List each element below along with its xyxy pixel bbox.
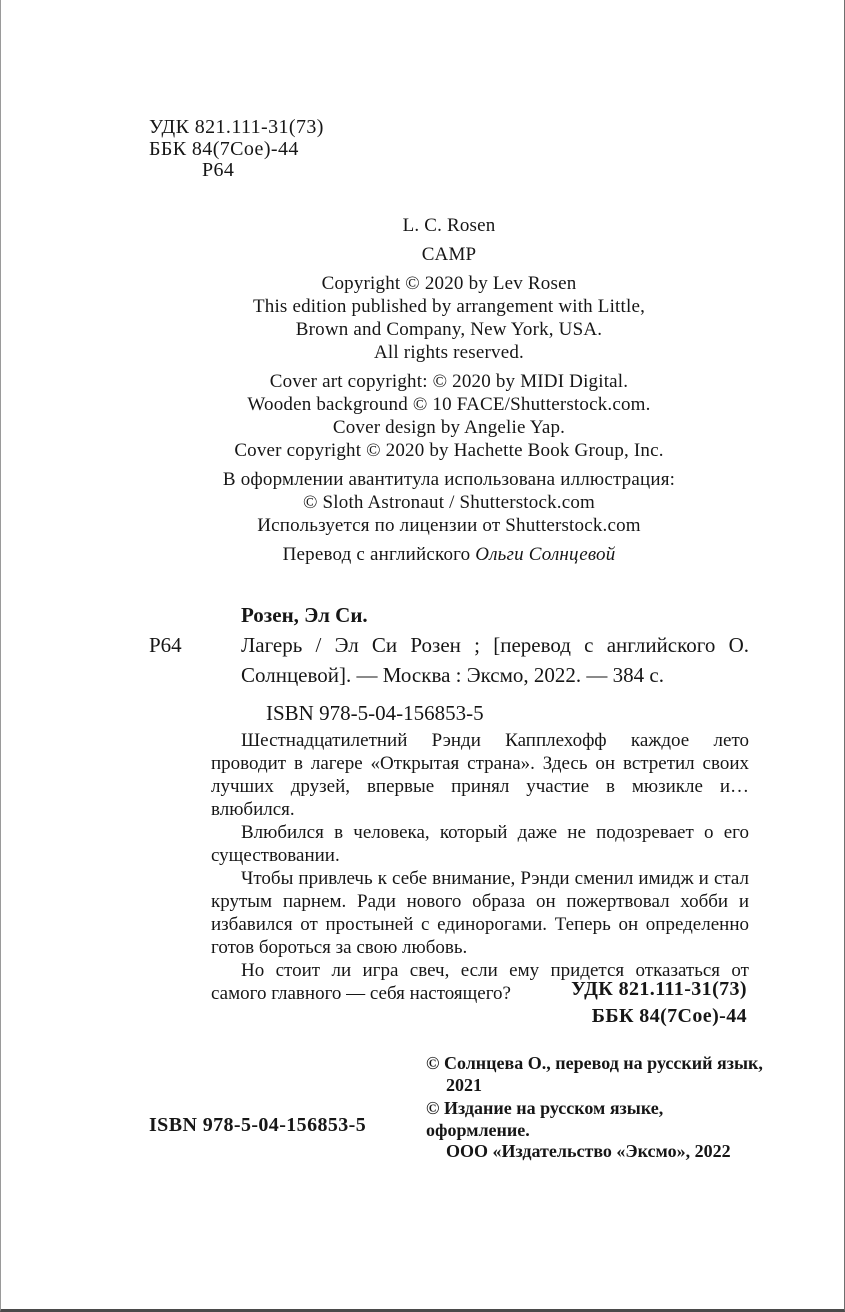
- copyright-line: Wooden background © 10 FACE/Shutterstock.com.: [247, 394, 651, 415]
- annotation-paragraph: Чтобы привлечь к себе внимание, Рэнди сменил имидж и стал крутым парнем. Ради нового образа он пожертвовал хобби и избавился от простыней с единорогами. Теперь он определенно готов бороться за свою любовь.: [211, 868, 749, 958]
- annotation-paragraph: Шестнадцатилетний Рэнди Капплехофф каждое лето проводит в лагере «Открытая страна». Здесь он встретил своих лучших друзей, впервые принял участие в мюзикле и… влюбился.: [211, 730, 749, 820]
- copyright-line: Brown and Company, New York, USA.: [295, 319, 603, 340]
- udk-code-top: УДК 821.111-31(73): [149, 116, 324, 138]
- catalog-author: Розен, Эл Си.: [241, 603, 368, 627]
- copyright-line: Cover art copyright: © 2020 by MIDI Digital.: [269, 371, 629, 392]
- translator-name: Ольги Солнцевой: [475, 544, 616, 565]
- copyright-line: Copyright © 2020 by Lev Rosen: [321, 273, 577, 294]
- imprint-publisher-line: ООО «Издательство «Эксмо», 2022: [446, 1141, 731, 1161]
- udk-code-bottom: УДК 821.111-31(73): [571, 978, 747, 1000]
- translation-credit-prefix: Перевод с английского: [282, 544, 476, 565]
- catalog-isbn: ISBN 978-5-04-156853-5: [266, 701, 484, 725]
- imprint-translator-copyright: © Солнцева О., перевод на русский язык,: [426, 1053, 763, 1073]
- bbk-code-bottom: ББК 84(7Сое)-44: [591, 1005, 747, 1027]
- imprint-translator-copyright-year: 2021: [446, 1074, 482, 1095]
- copyright-line: CAMP: [421, 244, 477, 265]
- bbk-code-top: ББК 84(7Сое)-44: [149, 137, 299, 160]
- copyright-block: [149, 214, 749, 566]
- annotation-paragraph: Влюбился в человека, который даже не подозревает о его существовании.: [211, 822, 749, 866]
- catalog-entry-text: Лагерь / Эл Си Розен ; [перевод с английского О. Солнцевой]. — Москва : Эксмо, 2022. — 384 с.: [241, 633, 749, 687]
- author-sign-code: Р64: [202, 159, 235, 181]
- copyright-line: All rights reserved.: [374, 342, 524, 363]
- imprint-copyrights: [426, 1053, 766, 1163]
- copyright-line: Cover copyright © 2020 by Hachette Book Group, Inc.: [234, 440, 664, 461]
- imprint-edition-copyright: © Издание на русском языке, оформление.: [426, 1098, 664, 1140]
- copyright-line: © Sloth Astronaut / Shutterstock.com: [302, 492, 596, 513]
- bibliographic-codes-bottom: [571, 976, 747, 1030]
- copyright-line: Cover design by Angelie Yap.: [332, 417, 566, 438]
- annotation-paragraph: Но стоит ли игра свеч, если ему придется отказаться от самого главного — себя настоящего?: [211, 960, 749, 1004]
- copyright-line: В оформлении авантитула использована иллюстрация:: [222, 469, 676, 490]
- catalog-entry: [149, 630, 749, 690]
- copyright-line: This edition published by arrangement with Little,: [252, 296, 646, 317]
- catalog-entry-block: [149, 600, 749, 728]
- copyright-line: Используется по лицензии от Shutterstock.com: [257, 515, 641, 536]
- translation-credit: [149, 543, 749, 566]
- catalog-author-code: Р64: [149, 633, 182, 657]
- bibliographic-codes-top: [149, 117, 324, 182]
- copyright-line: L. C. Rosen: [402, 215, 496, 236]
- imprint-isbn: ISBN 978-5-04-156853-5: [149, 1114, 367, 1136]
- annotation-block: [211, 729, 749, 1005]
